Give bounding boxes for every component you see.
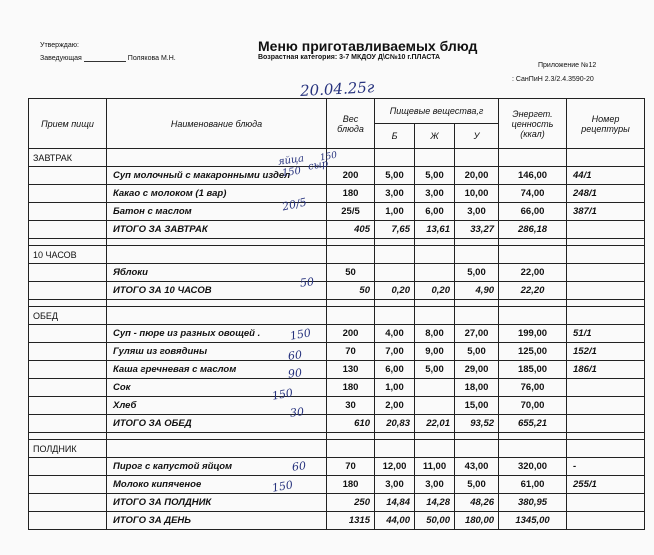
col-zh: Ж bbox=[415, 124, 455, 149]
handwritten-note: сыр bbox=[307, 158, 329, 173]
section-total-row bbox=[29, 221, 645, 239]
day-total-label: ИТОГО ЗА ДЕНЬ bbox=[107, 512, 327, 530]
empty-cell bbox=[327, 307, 375, 325]
dish-row bbox=[29, 361, 645, 379]
empty-cell bbox=[29, 494, 107, 512]
dish-kcal: 320,00 bbox=[499, 458, 567, 476]
head-name: Полякова М.Н. bbox=[127, 55, 176, 62]
total-label: ИТОГО ЗА 10 ЧАСОВ bbox=[107, 282, 327, 300]
sanpin-label: : СанПиН 2.3/2.4.3590-20 bbox=[512, 76, 594, 83]
dish-weight: 25/5 bbox=[327, 203, 375, 221]
col-weight: Вес блюда bbox=[327, 99, 375, 149]
dish-kcal: 185,00 bbox=[499, 361, 567, 379]
dish-b: 1,00 bbox=[375, 203, 415, 221]
empty-cell bbox=[375, 149, 415, 167]
empty-cell bbox=[499, 149, 567, 167]
dish-row bbox=[29, 203, 645, 221]
spacer-cell bbox=[29, 239, 107, 246]
total-zh: 22,01 bbox=[415, 415, 455, 433]
dish-name: Каша гречневая с маслом bbox=[107, 361, 327, 379]
total-zh: 13,61 bbox=[415, 221, 455, 239]
dish-zh bbox=[415, 264, 455, 282]
dish-name: Хлеб bbox=[107, 397, 327, 415]
handwritten-date: 20.04.25г bbox=[299, 78, 375, 100]
empty-cell bbox=[499, 307, 567, 325]
head-signature-line bbox=[40, 55, 176, 62]
spacer-cell bbox=[415, 433, 455, 440]
empty-cell bbox=[327, 440, 375, 458]
empty-cell bbox=[29, 264, 107, 282]
spacer-cell bbox=[375, 433, 415, 440]
col-recipe: Номер рецептуры bbox=[567, 99, 645, 149]
spacer-cell bbox=[29, 300, 107, 307]
meal-name: ЗАВТРАК bbox=[29, 149, 107, 167]
dish-kcal: 125,00 bbox=[499, 343, 567, 361]
empty-cell bbox=[375, 440, 415, 458]
dish-b: 12,00 bbox=[375, 458, 415, 476]
dish-recipe: 44/1 bbox=[567, 167, 645, 185]
head-label: Заведующая bbox=[40, 55, 82, 62]
dish-recipe: 152/1 bbox=[567, 343, 645, 361]
handwritten-note: 50 bbox=[299, 275, 315, 290]
handwritten-note: 30 bbox=[289, 405, 305, 420]
meal-row bbox=[29, 149, 645, 167]
menu-body bbox=[29, 149, 645, 530]
dish-b: 4,00 bbox=[375, 325, 415, 343]
dish-zh bbox=[415, 397, 455, 415]
empty-cell bbox=[29, 343, 107, 361]
dish-zh: 11,00 bbox=[415, 458, 455, 476]
dish-b: 2,00 bbox=[375, 397, 415, 415]
empty-cell bbox=[567, 246, 645, 264]
dish-u: 43,00 bbox=[455, 458, 499, 476]
col-u: У bbox=[455, 124, 499, 149]
spacer-cell bbox=[29, 433, 107, 440]
spacer-cell bbox=[327, 433, 375, 440]
dish-weight: 180 bbox=[327, 476, 375, 494]
section-total-row bbox=[29, 494, 645, 512]
spacer-cell bbox=[567, 433, 645, 440]
meal-row bbox=[29, 440, 645, 458]
dish-u: 20,00 bbox=[455, 167, 499, 185]
empty-cell bbox=[567, 307, 645, 325]
empty-cell bbox=[107, 246, 327, 264]
empty-cell bbox=[567, 282, 645, 300]
age-category: Возрастная категория: 3-7 МКДОУ Д\С№10 г.ПЛАСТА bbox=[258, 54, 441, 61]
spacer-cell bbox=[107, 433, 327, 440]
empty-cell bbox=[327, 246, 375, 264]
section-total-row bbox=[29, 415, 645, 433]
dish-kcal: 74,00 bbox=[499, 185, 567, 203]
dish-recipe: - bbox=[567, 458, 645, 476]
dish-row bbox=[29, 379, 645, 397]
empty-cell bbox=[29, 361, 107, 379]
spacer-cell bbox=[327, 300, 375, 307]
meal-name: ОБЕД bbox=[29, 307, 107, 325]
spacer-cell bbox=[415, 300, 455, 307]
total-weight: 50 bbox=[327, 282, 375, 300]
dish-zh: 5,00 bbox=[415, 361, 455, 379]
dish-u: 3,00 bbox=[455, 203, 499, 221]
total-b: 7,65 bbox=[375, 221, 415, 239]
handwritten-note: 150 bbox=[319, 150, 338, 164]
total-weight: 250 bbox=[327, 494, 375, 512]
empty-cell bbox=[29, 203, 107, 221]
dish-weight: 50 bbox=[327, 264, 375, 282]
empty-cell bbox=[375, 246, 415, 264]
total-weight: 405 bbox=[327, 221, 375, 239]
day-total-row bbox=[29, 512, 645, 530]
dish-name: Яблоки bbox=[107, 264, 327, 282]
day-total-weight: 1315 bbox=[327, 512, 375, 530]
dish-name: Батон с маслом bbox=[107, 203, 327, 221]
dish-weight: 70 bbox=[327, 343, 375, 361]
spacer-cell bbox=[327, 239, 375, 246]
handwritten-note: 150 bbox=[289, 326, 312, 343]
dish-recipe bbox=[567, 264, 645, 282]
dish-name: Гуляш из говядины bbox=[107, 343, 327, 361]
dish-kcal: 22,00 bbox=[499, 264, 567, 282]
dish-recipe: 255/1 bbox=[567, 476, 645, 494]
table-header bbox=[29, 99, 645, 149]
empty-cell bbox=[567, 149, 645, 167]
total-label: ИТОГО ЗА ПОЛДНИК bbox=[107, 494, 327, 512]
empty-cell bbox=[567, 221, 645, 239]
empty-cell bbox=[107, 440, 327, 458]
dish-name: Сок bbox=[107, 379, 327, 397]
total-b: 0,20 bbox=[375, 282, 415, 300]
total-label: ИТОГО ЗА ОБЕД bbox=[107, 415, 327, 433]
dish-name: Суп - пюре из разных овощей . bbox=[107, 325, 327, 343]
dish-kcal: 61,00 bbox=[499, 476, 567, 494]
dish-u: 5,00 bbox=[455, 476, 499, 494]
dish-kcal: 70,00 bbox=[499, 397, 567, 415]
dish-kcal: 66,00 bbox=[499, 203, 567, 221]
handwritten-note: 60 bbox=[287, 348, 303, 363]
total-kcal: 380,95 bbox=[499, 494, 567, 512]
dish-name: Молоко кипяченое bbox=[107, 476, 327, 494]
dish-row bbox=[29, 458, 645, 476]
dish-weight: 180 bbox=[327, 185, 375, 203]
meal-row bbox=[29, 246, 645, 264]
signature-line bbox=[84, 61, 126, 62]
page-title: Меню приготавливаемых блюд bbox=[258, 38, 478, 54]
handwritten-note: 90 bbox=[287, 366, 303, 381]
dish-weight: 70 bbox=[327, 458, 375, 476]
meal-name: ПОЛДНИК bbox=[29, 440, 107, 458]
empty-cell bbox=[29, 325, 107, 343]
spacer-cell bbox=[375, 239, 415, 246]
empty-cell bbox=[455, 307, 499, 325]
empty-cell bbox=[29, 397, 107, 415]
appendix-label: Приложение №12 bbox=[538, 62, 597, 69]
empty-cell bbox=[107, 149, 327, 167]
empty-cell bbox=[29, 476, 107, 494]
spacer-cell bbox=[499, 433, 567, 440]
total-u: 93,52 bbox=[455, 415, 499, 433]
empty-cell bbox=[455, 149, 499, 167]
dish-recipe bbox=[567, 397, 645, 415]
dish-b: 7,00 bbox=[375, 343, 415, 361]
spacer-row bbox=[29, 433, 645, 440]
handwritten-note: яйца bbox=[277, 153, 305, 168]
empty-cell bbox=[107, 307, 327, 325]
dish-kcal: 76,00 bbox=[499, 379, 567, 397]
empty-cell bbox=[415, 440, 455, 458]
dish-weight: 200 bbox=[327, 325, 375, 343]
empty-cell bbox=[455, 440, 499, 458]
total-weight: 610 bbox=[327, 415, 375, 433]
col-name: Наименование блюда bbox=[107, 99, 327, 149]
spacer-cell bbox=[107, 300, 327, 307]
dish-weight: 180 bbox=[327, 379, 375, 397]
dish-name: Суп молочный с макаронными издел bbox=[107, 167, 327, 185]
empty-cell bbox=[455, 246, 499, 264]
dish-zh bbox=[415, 379, 455, 397]
empty-cell bbox=[499, 246, 567, 264]
dish-u: 5,00 bbox=[455, 264, 499, 282]
dish-u: 15,00 bbox=[455, 397, 499, 415]
empty-cell bbox=[499, 440, 567, 458]
total-zh: 14,28 bbox=[415, 494, 455, 512]
spacer-cell bbox=[567, 239, 645, 246]
empty-cell bbox=[375, 307, 415, 325]
dish-row bbox=[29, 397, 645, 415]
day-total-u: 180,00 bbox=[455, 512, 499, 530]
dish-recipe: 248/1 bbox=[567, 185, 645, 203]
day-total-zh: 50,00 bbox=[415, 512, 455, 530]
empty-cell bbox=[29, 282, 107, 300]
dish-b: 6,00 bbox=[375, 361, 415, 379]
dish-zh: 5,00 bbox=[415, 167, 455, 185]
col-b: Б bbox=[375, 124, 415, 149]
dish-zh: 8,00 bbox=[415, 325, 455, 343]
dish-u: 5,00 bbox=[455, 343, 499, 361]
empty-cell bbox=[327, 149, 375, 167]
dish-weight: 130 bbox=[327, 361, 375, 379]
menu-table bbox=[28, 98, 645, 530]
empty-cell bbox=[29, 167, 107, 185]
dish-row bbox=[29, 476, 645, 494]
dish-row bbox=[29, 167, 645, 185]
spacer-cell bbox=[499, 300, 567, 307]
dish-kcal: 199,00 bbox=[499, 325, 567, 343]
meal-name: 10 ЧАСОВ bbox=[29, 246, 107, 264]
total-u: 4,90 bbox=[455, 282, 499, 300]
empty-cell bbox=[567, 512, 645, 530]
dish-name: Пирог с капустой яйцом bbox=[107, 458, 327, 476]
spacer-cell bbox=[499, 239, 567, 246]
dish-u: 18,00 bbox=[455, 379, 499, 397]
dish-zh: 6,00 bbox=[415, 203, 455, 221]
dish-recipe: 387/1 bbox=[567, 203, 645, 221]
empty-cell bbox=[29, 512, 107, 530]
dish-b: 1,00 bbox=[375, 379, 415, 397]
dish-row bbox=[29, 325, 645, 343]
dish-zh: 3,00 bbox=[415, 476, 455, 494]
dish-u: 10,00 bbox=[455, 185, 499, 203]
spacer-cell bbox=[455, 433, 499, 440]
total-kcal: 22,20 bbox=[499, 282, 567, 300]
handwritten-note: 20/5 bbox=[280, 195, 308, 214]
dish-b bbox=[375, 264, 415, 282]
dish-name: Какао с молоком (1 вар) bbox=[107, 185, 327, 203]
dish-row bbox=[29, 264, 645, 282]
empty-cell bbox=[415, 246, 455, 264]
handwritten-note: 60 bbox=[291, 459, 307, 474]
col-energy: Энергет. ценность (ккал) bbox=[499, 99, 567, 149]
total-u: 48,26 bbox=[455, 494, 499, 512]
total-kcal: 655,21 bbox=[499, 415, 567, 433]
total-kcal: 286,18 bbox=[499, 221, 567, 239]
dish-zh: 9,00 bbox=[415, 343, 455, 361]
spacer-cell bbox=[107, 239, 327, 246]
dish-u: 27,00 bbox=[455, 325, 499, 343]
total-u: 33,27 bbox=[455, 221, 499, 239]
empty-cell bbox=[29, 185, 107, 203]
dish-row bbox=[29, 343, 645, 361]
total-b: 14,84 bbox=[375, 494, 415, 512]
empty-cell bbox=[29, 458, 107, 476]
dish-weight: 200 bbox=[327, 167, 375, 185]
dish-recipe: 51/1 bbox=[567, 325, 645, 343]
section-total-row bbox=[29, 282, 645, 300]
dish-kcal: 146,00 bbox=[499, 167, 567, 185]
empty-cell bbox=[415, 149, 455, 167]
spacer-cell bbox=[455, 239, 499, 246]
day-total-b: 44,00 bbox=[375, 512, 415, 530]
approval-label: Утверждаю: bbox=[40, 42, 79, 49]
dish-row bbox=[29, 185, 645, 203]
empty-cell bbox=[567, 415, 645, 433]
handwritten-note: 150 bbox=[271, 386, 294, 403]
meal-row bbox=[29, 307, 645, 325]
col-meal: Прием пищи bbox=[29, 99, 107, 149]
empty-cell bbox=[567, 494, 645, 512]
empty-cell bbox=[29, 415, 107, 433]
dish-b: 5,00 bbox=[375, 167, 415, 185]
empty-cell bbox=[29, 379, 107, 397]
handwritten-note: 150 bbox=[281, 165, 302, 180]
spacer-row bbox=[29, 239, 645, 246]
spacer-cell bbox=[455, 300, 499, 307]
dish-b: 3,00 bbox=[375, 185, 415, 203]
spacer-row bbox=[29, 300, 645, 307]
day-total-kcal: 1345,00 bbox=[499, 512, 567, 530]
total-zh: 0,20 bbox=[415, 282, 455, 300]
dish-b: 3,00 bbox=[375, 476, 415, 494]
col-nutrients: Пищевые вещества,г bbox=[375, 99, 499, 124]
dish-zh: 3,00 bbox=[415, 185, 455, 203]
dish-recipe bbox=[567, 379, 645, 397]
spacer-cell bbox=[375, 300, 415, 307]
total-b: 20,83 bbox=[375, 415, 415, 433]
spacer-cell bbox=[567, 300, 645, 307]
dish-weight: 30 bbox=[327, 397, 375, 415]
spacer-cell bbox=[415, 239, 455, 246]
dish-u: 29,00 bbox=[455, 361, 499, 379]
empty-cell bbox=[567, 440, 645, 458]
handwritten-note: 150 bbox=[271, 478, 294, 495]
dish-recipe: 186/1 bbox=[567, 361, 645, 379]
empty-cell bbox=[29, 221, 107, 239]
empty-cell bbox=[415, 307, 455, 325]
total-label: ИТОГО ЗА ЗАВТРАК bbox=[107, 221, 327, 239]
